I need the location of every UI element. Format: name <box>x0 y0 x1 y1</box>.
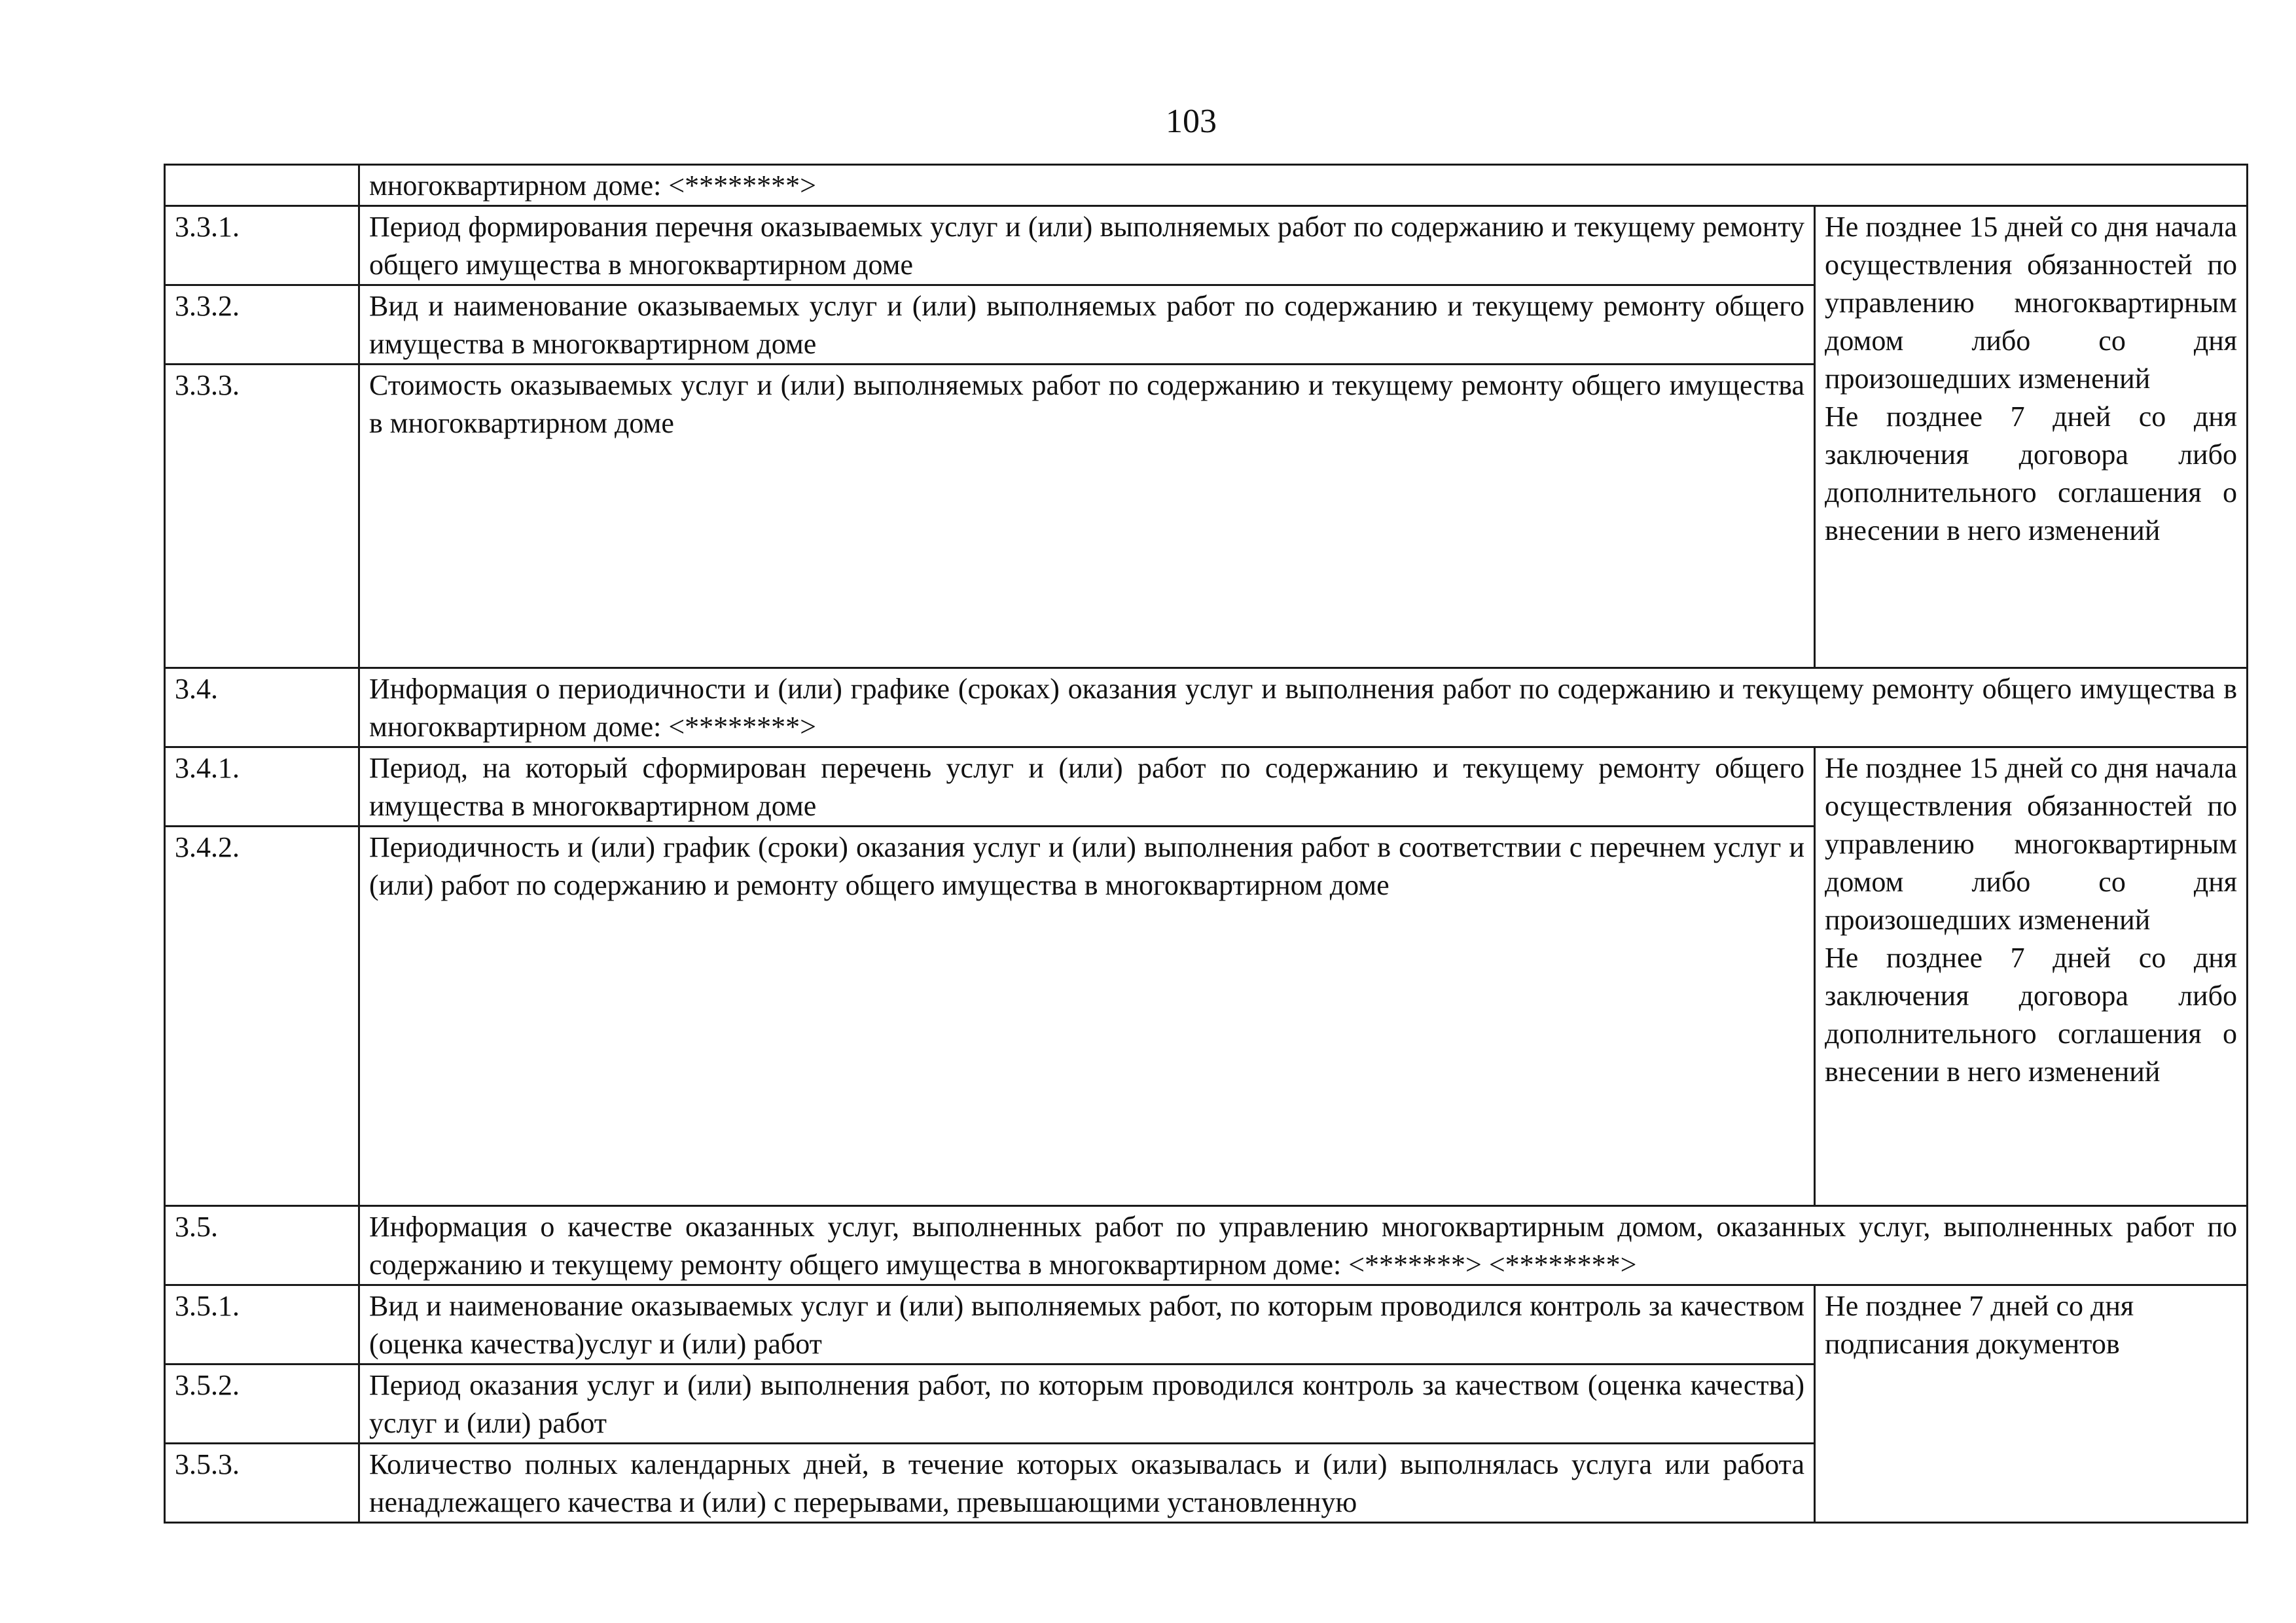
table-row <box>165 165 2248 206</box>
row-description: многоквартирном доме: <********> <box>359 165 2248 206</box>
row-description: Периодичность и (или) график (сроки) оказания услуг и (или) выполнения работ в соответствии с перечнем услуг и (или) работ по содержанию и ремонту общего имущества в многоквартирном доме <box>359 827 1815 1206</box>
row-description: Период, на который сформирован перечень услуг и (или) работ по содержанию и текущему ремонту общего имущества в многоквартирном доме <box>359 747 1815 827</box>
row-description: Информация о качестве оказанных услуг, выполненных работ по управлению многоквартирным домом, оказанных услуг, выполненных работ по содержанию и текущему ремонту общего имущества в многоквартирном доме: <*******> <********> <box>359 1206 2248 1285</box>
row-description: Вид и наименование оказываемых услуг и (или) выполняемых работ, по которым проводился контроль за качеством (оценка качества)услуг и (или) работ <box>359 1285 1815 1364</box>
row-number: 3.5.1. <box>165 1285 359 1364</box>
row-description: Стоимость оказываемых услуг и (или) выполняемых работ по содержанию и текущему ремонту общего имущества в многоквартирном доме <box>359 365 1815 668</box>
deadline-cell <box>1815 1285 2248 1523</box>
row-number: 3.5. <box>165 1206 359 1285</box>
row-number: 3.5.2. <box>165 1364 359 1444</box>
table-row <box>165 668 2248 747</box>
page-number: 103 <box>1166 103 1217 140</box>
row-description: Вид и наименование оказываемых услуг и (или) выполняемых работ по содержанию и текущему ремонту общего имущества в многоквартирном доме <box>359 285 1815 365</box>
deadline-text: Не позднее 7 дней со дня заключения договора либо дополнительного соглашения о внесении в него изменений <box>1825 401 2237 546</box>
row-number: 3.4.2. <box>165 827 359 1206</box>
deadline-text: Не позднее 15 дней со дня начала осуществления обязанностей по управлению многоквартирным домом либо со дня произошедших изменений <box>1825 211 2237 395</box>
row-number: 3.3.3. <box>165 365 359 668</box>
deadline-cell <box>1815 747 2248 1206</box>
deadline-cell <box>1815 206 2248 668</box>
table-row <box>165 1206 2248 1285</box>
row-number <box>165 165 359 206</box>
table-row <box>165 747 2248 827</box>
deadline-text: Не позднее 7 дней со дня заключения договора либо дополнительного соглашения о внесении в него изменений <box>1825 942 2237 1088</box>
deadline-text: Не позднее 15 дней со дня начала осуществления обязанностей по управлению многоквартирным домом либо со дня произошедших изменений <box>1825 752 2237 936</box>
truncated-text: Количество полных календарных дней, в течение которых оказывалась и (или) выполнялась услуга или работа ненадлежащего качества и (или) с перерывами, превышающими установленную <box>369 1448 1804 1518</box>
row-number: 3.4.1. <box>165 747 359 827</box>
row-number: 3.3.1. <box>165 206 359 285</box>
row-number: 3.3.2. <box>165 285 359 365</box>
disclosure-table <box>164 164 2248 1524</box>
row-description: Период формирования перечня оказываемых услуг и (или) выполняемых работ по содержанию и текущему ремонту общего имущества в многоквартирном доме <box>359 206 1815 285</box>
table-row <box>165 206 2248 285</box>
row-description: Период оказания услуг и (или) выполнения работ, по которым проводился контроль за качеством (оценка качества) услуг и (или) работ <box>359 1364 1815 1444</box>
deadline-text: Не позднее 7 дней со дня подписания документов <box>1825 1290 2134 1360</box>
row-number: 3.5.3. <box>165 1444 359 1523</box>
row-description: Информация о периодичности и (или) графике (сроках) оказания услуг и выполнения работ по содержанию и текущему ремонту общего имущества в многоквартирном доме: <********> <box>359 668 2248 747</box>
row-description <box>359 1444 1815 1523</box>
table-row <box>165 1285 2248 1364</box>
row-number: 3.4. <box>165 668 359 747</box>
